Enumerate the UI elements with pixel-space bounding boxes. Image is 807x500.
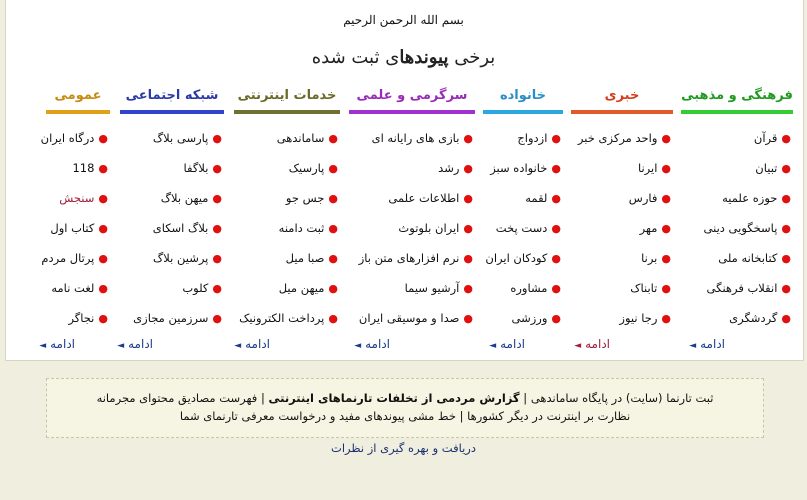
list-item[interactable]: ●ایرنا <box>637 161 671 175</box>
list-item[interactable]: ●بلاگ اسکای <box>152 221 222 235</box>
link-list <box>120 123 224 333</box>
arrow-left-icon: ◄ <box>574 341 582 351</box>
list-item[interactable]: ●درگاه ایران <box>40 131 108 145</box>
column-divider <box>349 110 475 114</box>
link-list <box>571 123 673 333</box>
list-item[interactable]: ●لغت نامه <box>51 281 108 295</box>
feedback-link[interactable]: دریافت و بهره گیری از نظرات <box>331 441 476 455</box>
list-item[interactable]: ●حوزه علمیه <box>722 191 791 205</box>
register-site-link[interactable]: ثبت تارنما (سایت) در پایگاه ساماندهی <box>530 391 714 405</box>
column-heading[interactable]: خدمات اینترنتی <box>237 88 337 103</box>
list-item[interactable]: ●صدا و موسیقی ایران <box>358 311 473 325</box>
column-cultural <box>681 84 793 354</box>
more-link-cultural[interactable]: ادامه◄ <box>689 337 725 351</box>
column-general <box>40 84 110 354</box>
list-item[interactable]: ●پرداخت الکترونیک <box>239 311 338 325</box>
list-item[interactable]: ●ازدواج <box>517 131 561 145</box>
column-divider <box>120 110 224 114</box>
list-item[interactable]: ●کتابخانه ملی <box>718 251 791 265</box>
more-link-internet-services[interactable]: ادامه◄ <box>234 337 270 351</box>
more-link-entertainment[interactable]: ادامه◄ <box>354 337 390 351</box>
list-item[interactable]: ●پارسیک <box>288 161 338 175</box>
internet-monitoring-link[interactable]: نظارت بر اینترنت در دیگر کشورها <box>467 409 631 423</box>
info-line-2: نظارت بر اینترنت در دیگر کشورها | خط مشی پیوندهای مفید و درخواست معرفی تارنمای شما <box>179 409 631 423</box>
column-heading[interactable]: سرگرمی و علمی <box>356 88 468 103</box>
arrow-left-icon: ◄ <box>234 341 242 351</box>
list-item[interactable]: ●فارس <box>628 191 671 205</box>
list-item[interactable]: ●ایران بلوتوث <box>398 221 473 235</box>
column-heading[interactable]: شبکه اجتماعی <box>125 88 219 103</box>
more-link-social-network[interactable]: ادامه◄ <box>117 337 153 351</box>
list-item[interactable]: ●برنا <box>641 251 671 265</box>
list-item[interactable]: ●خانواده سبز <box>490 161 561 175</box>
list-item[interactable]: ●رشد <box>438 161 473 175</box>
list-item[interactable]: ●پارسی بلاگ <box>152 131 222 145</box>
list-item[interactable]: ●نرم افزارهای متن باز <box>358 251 473 265</box>
list-item[interactable]: ●میهن بلاگ <box>160 191 222 205</box>
criminal-content-list-link[interactable]: فهرست مصادیق محتوای مجرمانه <box>96 391 258 405</box>
report-violation-link[interactable]: گزارش مردمی از تخلفات تارنماهای اینترنتی <box>268 391 520 405</box>
arrow-left-icon: ◄ <box>354 341 362 351</box>
info-box <box>46 378 764 438</box>
column-internet-services <box>234 84 340 354</box>
list-item[interactable]: ●واحد مرکزی خبر <box>577 131 671 145</box>
list-item[interactable]: ●کودکان ایران <box>485 251 561 265</box>
column-divider <box>681 110 793 114</box>
link-list <box>681 123 793 333</box>
list-item[interactable]: ●ساماندهی <box>276 131 338 145</box>
arrow-left-icon: ◄ <box>39 341 47 351</box>
link-list <box>349 123 475 333</box>
list-item[interactable]: ●بلاگفا <box>183 161 222 175</box>
list-item[interactable]: ●رجا نیوز <box>619 311 671 325</box>
list-item[interactable]: ●نجاگر <box>68 311 108 325</box>
list-item[interactable]: ●آرشیو سیما <box>404 281 473 295</box>
links-policy-link[interactable]: خط مشی پیوندهای مفید و درخواست معرفی تارنمای شما <box>179 409 456 423</box>
list-item[interactable]: ●میهن میل <box>278 281 338 295</box>
list-item[interactable]: ●لقمه <box>525 191 561 205</box>
info-line-1: ثبت تارنما (سایت) در پایگاه ساماندهی | گزارش مردمی از تخلفات تارنماهای اینترنتی | فهرست مصادیق محتوای مجرمانه <box>96 391 714 405</box>
list-item[interactable]: ●گردشگری <box>729 311 791 325</box>
category-columns <box>17 84 807 354</box>
list-item[interactable]: ●بازی های رایانه ای <box>371 131 473 145</box>
column-divider <box>46 110 110 114</box>
list-item[interactable]: ●انقلاب فرهنگی <box>706 281 791 295</box>
basmala: بسم الله الرحمن الرحيم <box>343 13 464 27</box>
column-heading[interactable]: خانواده <box>499 88 547 103</box>
more-link-general[interactable]: ادامه◄ <box>39 337 75 351</box>
arrow-left-icon: ◄ <box>489 341 497 351</box>
list-item[interactable]: ●مشاوره <box>510 281 561 295</box>
list-item[interactable]: ●ثبت دامنه <box>278 221 338 235</box>
column-social-network <box>120 84 224 354</box>
column-heading[interactable]: عمومی <box>54 88 102 103</box>
list-item[interactable]: ●سنجش <box>59 191 108 205</box>
list-item[interactable]: ●اطلاعات علمی <box>388 191 473 205</box>
link-list <box>234 123 340 333</box>
list-item[interactable]: ●صبا میل <box>285 251 338 265</box>
list-item[interactable]: ●تبیان <box>755 161 791 175</box>
list-item[interactable]: ●دست پخت <box>495 221 561 235</box>
list-item[interactable]: ●تابناک <box>630 281 671 295</box>
column-entertainment <box>349 84 475 354</box>
link-list <box>40 123 110 333</box>
list-item[interactable]: ●پرشین بلاگ <box>152 251 222 265</box>
list-item[interactable]: ●ورزشی <box>511 311 561 325</box>
column-heading[interactable]: فرهنگی و مذهبی <box>681 88 793 103</box>
list-item[interactable]: ●مهر <box>639 221 671 235</box>
list-item[interactable]: ●پاسخگویی دینی <box>703 221 791 235</box>
link-list <box>483 123 563 333</box>
list-item[interactable]: ●پرتال مردم <box>41 251 108 265</box>
more-link-news[interactable]: ادامه◄ <box>574 337 610 351</box>
column-divider <box>483 110 563 114</box>
column-news <box>571 84 673 354</box>
list-item[interactable]: ●قرآن <box>753 131 791 145</box>
column-heading[interactable]: خبری <box>604 88 640 103</box>
arrow-left-icon: ◄ <box>117 341 125 351</box>
column-divider <box>234 110 340 114</box>
more-link-family[interactable]: ادامه◄ <box>489 337 525 351</box>
list-item[interactable]: ●کلوب <box>182 281 222 295</box>
list-item[interactable]: ●جس جو <box>285 191 338 205</box>
arrow-left-icon: ◄ <box>689 341 697 351</box>
list-item[interactable]: ●118 <box>72 161 108 175</box>
page-title: برخی پیوندهای ثبت شده <box>311 47 496 68</box>
list-item[interactable]: ●کتاب اول <box>50 221 108 235</box>
column-divider <box>571 110 673 114</box>
column-family <box>483 84 563 354</box>
list-item[interactable]: ●سرزمین مجازی <box>133 311 222 325</box>
